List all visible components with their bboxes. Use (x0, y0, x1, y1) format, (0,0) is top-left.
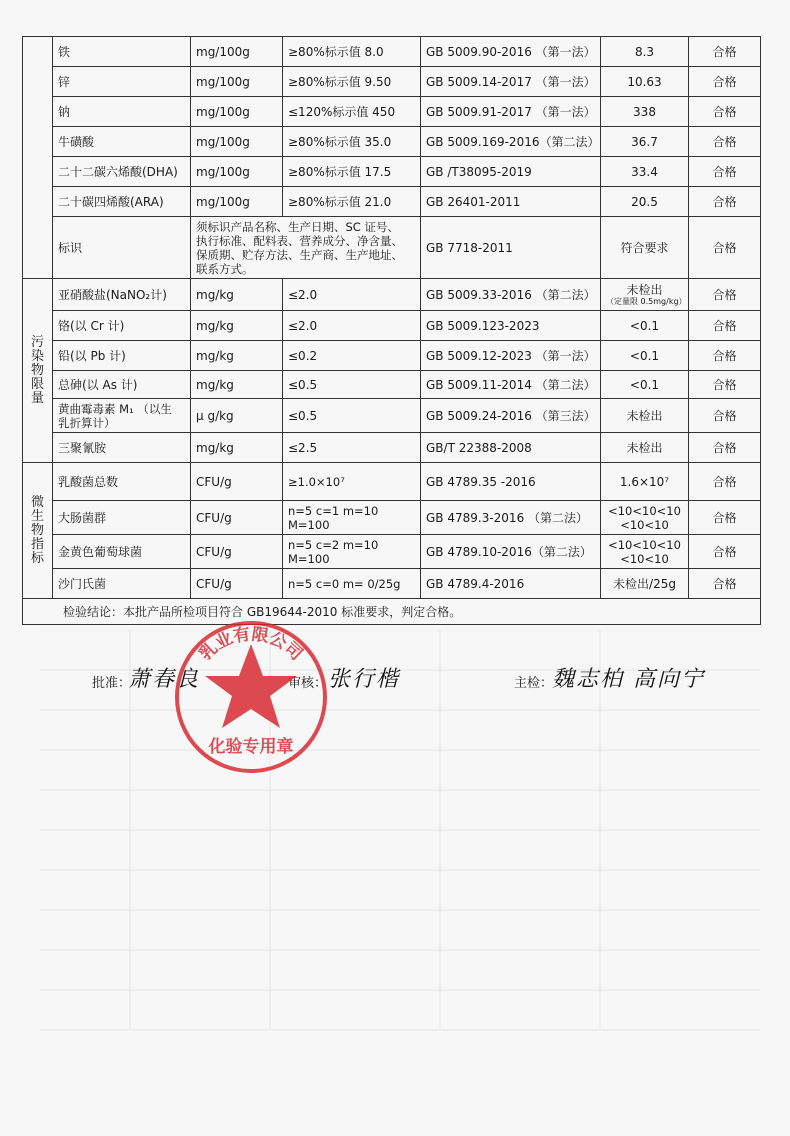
unit-cell: mg/100g (191, 67, 283, 97)
unit-cell: mg/kg (191, 371, 283, 399)
cell-line: <10<10<10 (608, 537, 681, 552)
result-cell: 33.4 (601, 157, 689, 187)
result-note: （定量限 0.5mg/kg） (606, 296, 687, 306)
table-row (23, 569, 761, 599)
result-cell: 符合要求 (601, 217, 689, 279)
category-cell-nutrition (23, 37, 53, 279)
method-cell: GB 4789.3-2016 （第二法） (421, 501, 601, 535)
unit-cell: CFU/g (191, 463, 283, 501)
requirement-cell: ≤0.2 (283, 341, 421, 371)
category-char: 物 (30, 362, 44, 378)
requirement-cell: n=5 c=1 m=10 M=100 (283, 501, 421, 535)
method-cell: GB 5009.33-2016 （第二法） (421, 279, 601, 311)
unit-cell: mg/100g (191, 127, 283, 157)
requirement-cell: ≥80%标示值 8.0 (283, 37, 421, 67)
category-cell-microbiological (23, 463, 53, 599)
category-char: 标 (30, 550, 44, 566)
inspect-signature: 魏志柏 高向宁 (552, 667, 705, 692)
requirement-cell: ≤2.0 (283, 279, 421, 311)
method-cell: GB 7718-2011 (421, 217, 601, 279)
unit-cell: CFU/g (191, 535, 283, 569)
result-cell: 36.7 (601, 127, 689, 157)
verdict-cell: 合格 (689, 279, 761, 311)
verdict-cell: 合格 (689, 463, 761, 501)
item-cell: 钠 (53, 97, 191, 127)
item-cell: 铅(以 Pb 计) (53, 341, 191, 371)
result-cell: 未检出/25g (601, 569, 689, 599)
result-value: 未检出 (626, 408, 663, 423)
unit-cell: CFU/g (191, 501, 283, 535)
background-bleed-through (40, 630, 760, 1110)
cell-line: 联系方式。 (196, 261, 254, 276)
result-cell (601, 535, 689, 569)
verdict-cell: 合格 (689, 67, 761, 97)
category-char: 限 (30, 376, 44, 392)
verdict-cell: 合格 (689, 37, 761, 67)
category-char: 微 (30, 494, 44, 510)
unit-cell: mg/kg (191, 311, 283, 341)
category-char: 量 (30, 390, 44, 406)
cell-line: 黄曲霉毒素 M₁ （以生 (58, 401, 172, 416)
method-cell: GB 5009.12-2023 （第一法） (421, 341, 601, 371)
method-cell: GB /T38095-2019 (421, 157, 601, 187)
result-value: <0.1 (629, 348, 660, 363)
seal-star-icon (205, 644, 297, 728)
item-cell: 三聚氰胺 (53, 433, 191, 463)
approve-signature: 萧春良 (128, 667, 201, 692)
requirement-cell: ≥80%标示值 9.50 (283, 67, 421, 97)
unit-cell: mg/kg (191, 279, 283, 311)
table-row (23, 127, 761, 157)
item-cell: 大肠菌群 (53, 501, 191, 535)
method-cell: GB 4789.35 -2016 (421, 463, 601, 501)
table-row (23, 399, 761, 433)
seal-ring-text: 乳业有限公司 (195, 624, 307, 665)
method-cell: GB 5009.123-2023 (421, 311, 601, 341)
result-value: <0.1 (629, 318, 660, 333)
requirement-cell: ≤0.5 (283, 371, 421, 399)
unit-cell: mg/kg (191, 341, 283, 371)
verdict-cell: 合格 (689, 187, 761, 217)
result-cell (601, 501, 689, 535)
requirement-cell: ≤120%标示值 450 (283, 97, 421, 127)
requirement-cell: ≥1.0×10⁷ (283, 463, 421, 501)
conclusion-cell: 检验结论：本批产品所检项目符合 GB19644-2010 标准要求，判定合格。 (23, 599, 761, 625)
verdict-cell: 合格 (689, 127, 761, 157)
requirement-cell (191, 217, 421, 279)
item-cell: 二十二碳六烯酸(DHA) (53, 157, 191, 187)
table-row (23, 341, 761, 371)
table-row (23, 187, 761, 217)
unit-cell: CFU/g (191, 569, 283, 599)
result-cell: 338 (601, 97, 689, 127)
result-value: <0.1 (629, 377, 660, 392)
method-cell: GB 5009.14-2017 （第一法） (421, 67, 601, 97)
method-cell: GB 5009.11-2014 （第二法） (421, 371, 601, 399)
inspect-label: 主检： (514, 676, 554, 691)
category-char: 污 (30, 334, 44, 350)
unit-cell: mg/kg (191, 433, 283, 463)
requirement-cell: ≤0.5 (283, 399, 421, 433)
verdict-cell: 合格 (689, 217, 761, 279)
result-cell (601, 311, 689, 341)
verdict-cell: 合格 (689, 341, 761, 371)
category-char: 生 (30, 508, 44, 524)
cell-line: <10<10 (620, 551, 669, 566)
result-cell: 1.6×10⁷ (601, 463, 689, 501)
result-cell: 20.5 (601, 187, 689, 217)
verdict-cell: 合格 (689, 433, 761, 463)
requirement-cell: n=5 c=0 m= 0/25g (283, 569, 421, 599)
table-row (23, 433, 761, 463)
item-cell: 铁 (53, 37, 191, 67)
cell-line: 乳折算计） (58, 415, 116, 430)
requirement-cell: ≥80%标示值 17.5 (283, 157, 421, 187)
result-value: 未检出 (626, 440, 663, 455)
cell-line: <10<10<10 (608, 503, 681, 518)
requirement-cell: ≤2.5 (283, 433, 421, 463)
approve-label: 批准： (92, 676, 132, 691)
method-cell: GB 26401-2011 (421, 187, 601, 217)
unit-cell: mg/100g (191, 187, 283, 217)
unit-cell: mg/100g (191, 97, 283, 127)
table-row (23, 599, 761, 625)
unit-cell: μ g/kg (191, 399, 283, 433)
method-cell: GB 5009.24-2016 （第三法） (421, 399, 601, 433)
table-row (23, 535, 761, 569)
verdict-cell: 合格 (689, 399, 761, 433)
item-cell: 金黄色葡萄球菌 (53, 535, 191, 569)
item-cell: 牛磺酸 (53, 127, 191, 157)
review-label: 审核： (288, 676, 328, 691)
table-row (23, 97, 761, 127)
method-cell: GB 4789.4-2016 (421, 569, 601, 599)
item-cell: 标识 (53, 217, 191, 279)
cell-line: 须标识产品名称、生产日期、SC 证号、 (196, 219, 399, 234)
table-row (23, 67, 761, 97)
item-cell: 铬(以 Cr 计) (53, 311, 191, 341)
result-cell: 8.3 (601, 37, 689, 67)
result-cell (601, 279, 689, 311)
cell-line: 保质期、贮存方法、生产商、生产地址、 (196, 247, 403, 262)
result-cell (601, 433, 689, 463)
verdict-cell: 合格 (689, 157, 761, 187)
unit-cell: mg/100g (191, 37, 283, 67)
verdict-cell: 合格 (689, 311, 761, 341)
result-cell: 10.63 (601, 67, 689, 97)
requirement-cell: n=5 c=2 m=10 M=100 (283, 535, 421, 569)
requirement-cell: ≥80%标示值 21.0 (283, 187, 421, 217)
category-char: 物 (30, 522, 44, 538)
item-cell: 沙门氏菌 (53, 569, 191, 599)
table-row (23, 371, 761, 399)
verdict-cell: 合格 (689, 569, 761, 599)
table-row (23, 279, 761, 311)
result-cell (601, 371, 689, 399)
method-cell: GB 5009.91-2017 （第一法） (421, 97, 601, 127)
requirement-cell: ≤2.0 (283, 311, 421, 341)
category-cell-pollutants (23, 279, 53, 463)
verdict-cell: 合格 (689, 371, 761, 399)
cell-line: <10<10 (620, 517, 669, 532)
method-cell: GB/T 22388-2008 (421, 433, 601, 463)
table-row (23, 463, 761, 501)
verdict-cell: 合格 (689, 97, 761, 127)
seal-bottom-text: 化验专用章 (208, 737, 294, 757)
requirement-cell: ≥80%标示值 35.0 (283, 127, 421, 157)
unit-cell: mg/100g (191, 157, 283, 187)
category-char: 染 (30, 348, 44, 364)
category-char: 指 (30, 536, 44, 552)
method-cell: GB 4789.10-2016（第二法） (421, 535, 601, 569)
review-signature: 张行楷 (328, 667, 401, 692)
result-value: 未检出 (626, 282, 663, 297)
item-cell: 总砷(以 As 计) (53, 371, 191, 399)
table-row (23, 217, 761, 279)
table-row (23, 157, 761, 187)
method-cell: GB 5009.90-2016 （第一法） (421, 37, 601, 67)
table-row (23, 37, 761, 67)
item-cell: 乳酸菌总数 (53, 463, 191, 501)
inspection-results-table (22, 36, 761, 625)
verdict-cell: 合格 (689, 535, 761, 569)
verdict-cell: 合格 (689, 501, 761, 535)
item-cell: 亚硝酸盐(NaNO₂计) (53, 279, 191, 311)
table-row (23, 311, 761, 341)
method-cell: GB 5009.169-2016（第二法） (421, 127, 601, 157)
result-cell (601, 341, 689, 371)
result-cell (601, 399, 689, 433)
table-row (23, 501, 761, 535)
item-cell (53, 399, 191, 433)
item-cell: 二十碳四烯酸(ARA) (53, 187, 191, 217)
cell-line: 执行标准、配料表、营养成分、净含量、 (196, 233, 403, 248)
official-seal (172, 618, 330, 776)
item-cell: 锌 (53, 67, 191, 97)
